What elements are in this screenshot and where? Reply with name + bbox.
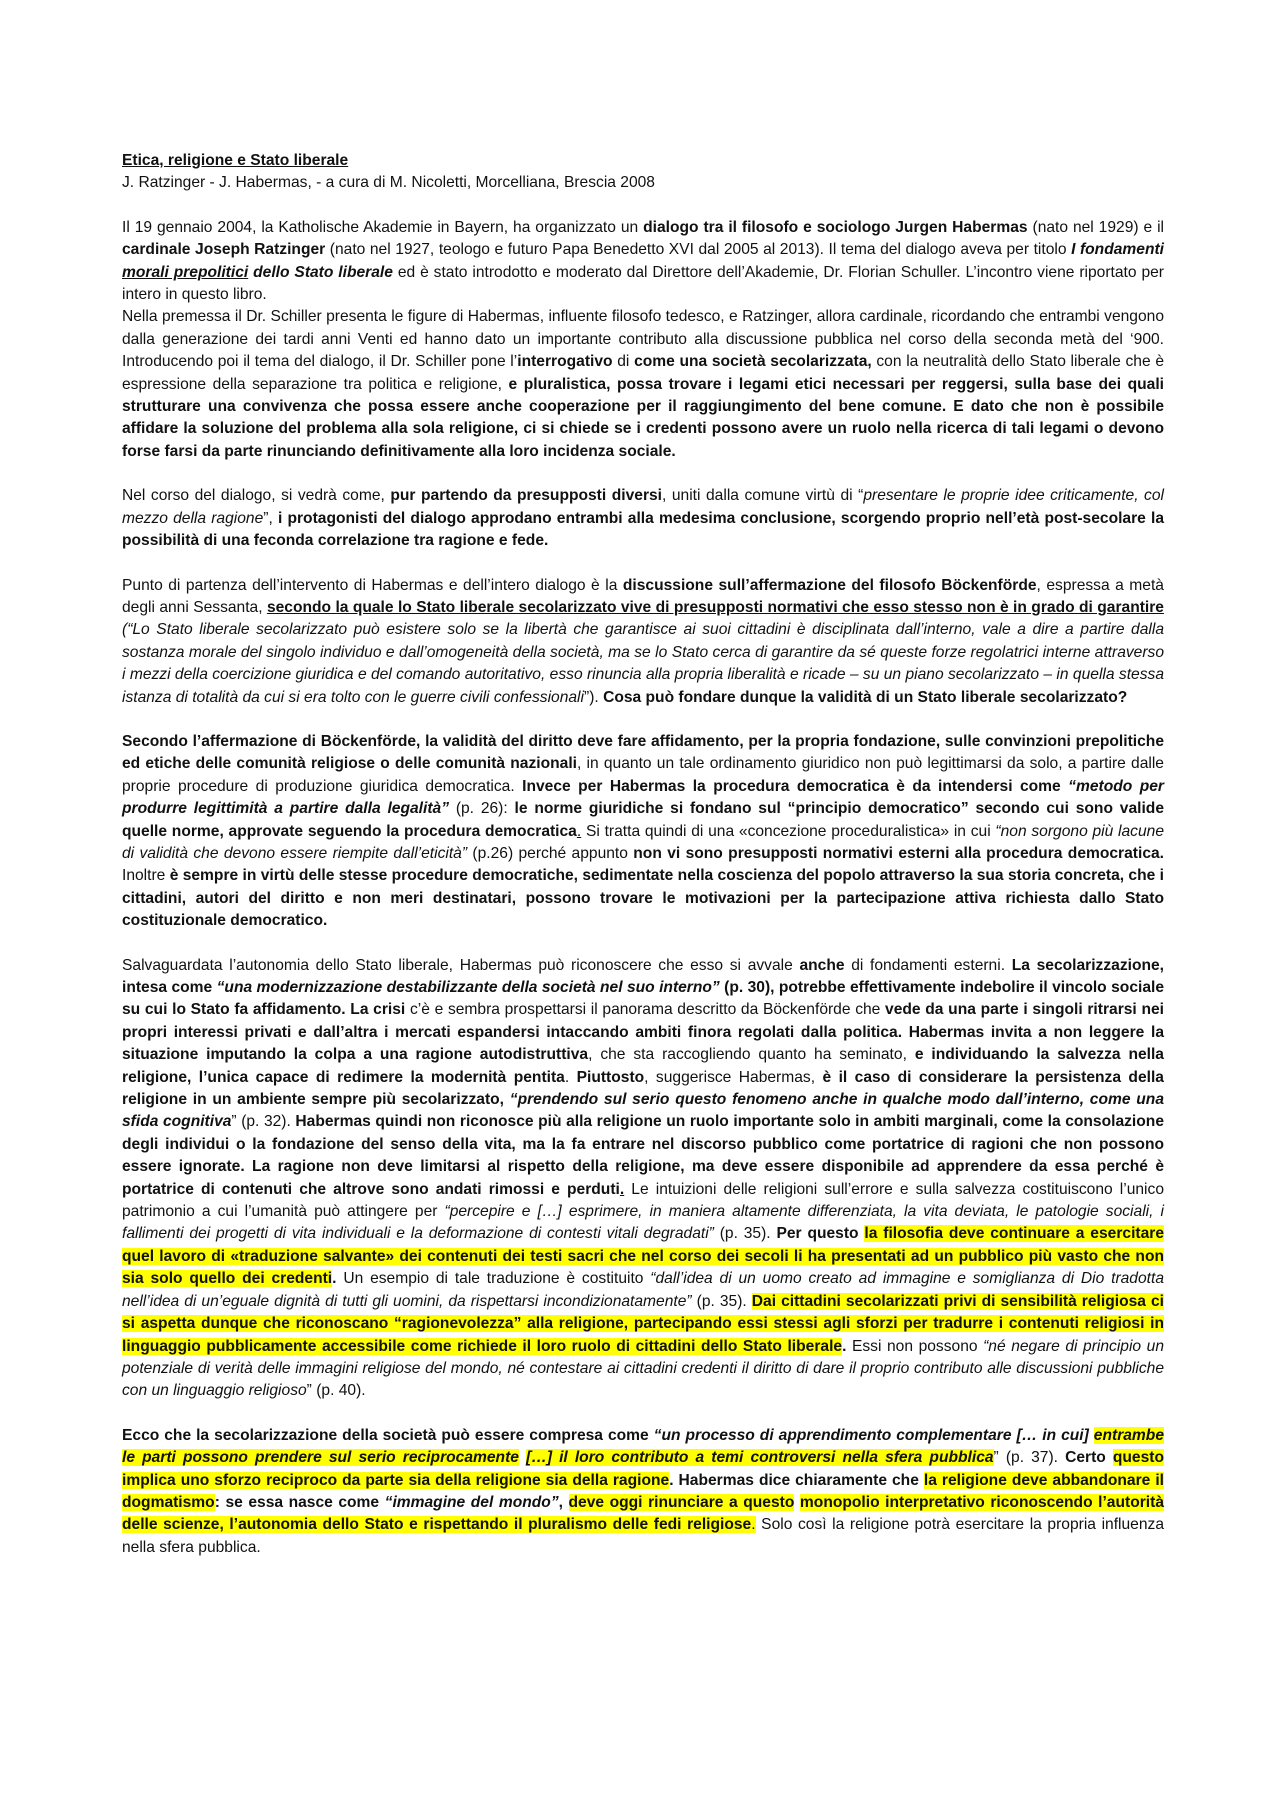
text-run: “una modernizzazione destabilizzante della società nel suo interno” bbox=[216, 979, 720, 996]
text-run: monopolio interpretativo riconoscendo l’autorità delle scienze, l’autonomia dello Stato e rispettando il pluralismo delle fedi religiose bbox=[122, 1493, 1164, 1534]
text-run: Essi non possono bbox=[846, 1337, 984, 1355]
paragraph bbox=[122, 485, 1164, 552]
text-run: Nel corso del dialogo, si vedrà come, bbox=[122, 487, 391, 505]
text-run: (p. 26): bbox=[449, 800, 515, 818]
text-run: Cosa può fondare dunque la validità di un Stato liberale secolarizzato? bbox=[603, 688, 1128, 706]
text-run: Punto di partenza dell’intervento di Habermas e dell’intero dialogo è la bbox=[122, 576, 623, 594]
text-run: non vi sono presupposti normativi esterni alla procedura democratica. bbox=[633, 844, 1164, 862]
text-run: . bbox=[619, 1180, 625, 1198]
text-run: ” (p. 40). bbox=[306, 1382, 366, 1400]
text-run: (p. 30), potrebbe effettivamente indebolire il vincolo sociale su cui lo Stato fa affidamento. bbox=[122, 979, 1164, 1019]
text-run: , che sta raccogliendo quanto ha seminato, bbox=[588, 1046, 915, 1064]
paragraph bbox=[122, 217, 1164, 307]
text-run: La secolarizzazione, intesa come bbox=[122, 956, 1165, 996]
document-title: Etica, religione e Stato liberale bbox=[122, 152, 349, 169]
text-run: (“Lo Stato liberale secolarizzato può esistere solo se la libertà che garantisce ai suoi cittadini è disciplinata dall’interno, vale a dire a partire dalla sostanza morale del singolo individuo e dall’omogeneità della società, ma se lo Stato cerca di garantire da sé queste forze regolatrici interne attraverso i mezzi della coercizione giuridica e del comando autoritativo, esso rinuncia alla propria liberalità e ricade – su un piano secolarizzato – in quella stessa istanza di totalità da cui si era tolto con le guerre civili confessionali bbox=[122, 621, 1164, 706]
text-run: Nella premessa il Dr. Schiller presenta le figure di Habermas, influente filosofo tedesco, e Ratzinger, allora cardinale, ricordando che entrambi vengono dalla generazione dei tardi anni Venti ed hanno dato un importante contributo alla discussione pubblica nel corso della seconda metà del ‘900. Introducendo poi il tema del dialogo, il Dr. Schiller pone l’ bbox=[122, 308, 1164, 371]
text-run: i protagonisti del dialogo approdano entrambi alla medesima conclusione, scorgendo proprio nell’età post-secolare la possibilità di una feconda correlazione tra ragione e fede. bbox=[122, 509, 1165, 550]
text-run: (p. 35). bbox=[713, 1225, 777, 1243]
text-run: Si tratta quindi di una «concezione proceduralistica» in cui bbox=[581, 822, 996, 840]
text-run: deve oggi rinunciare a questo bbox=[568, 1493, 795, 1511]
text-run: dello Stato liberale bbox=[248, 263, 393, 281]
text-run: come una società secolarizzata, bbox=[634, 353, 872, 371]
text-run: Salvaguardata l’autonomia dello Stato liberale, Habermas può riconoscere che esso si avvale bbox=[122, 956, 800, 974]
text-run: è sempre in virtù delle stesse procedure democratiche, sedimentate nella coscienza del popolo attraverso la sua storia concreta, che i cittadini, autori del diritto e non meri destinatari, possono trovare le motivazioni per la partecipazione attiva richiesta dallo Stato costituzionale democratico. bbox=[122, 867, 1164, 930]
text-run: secondo la quale lo Stato liberale secolarizzato vive di presupposti normativi che esso stesso non è in grado di garantire bbox=[266, 598, 1164, 616]
text-run: Certo bbox=[1065, 1449, 1113, 1467]
text-run: dialogo tra il filosofo e sociologo Jurgen Habermas bbox=[643, 218, 1028, 236]
text-run: ed è stato introdotto e moderato dal Direttore dell’Akademie, Dr. Florian Schuller. L’incontro viene riportato per intero in questo libro. bbox=[122, 263, 1164, 304]
text-run: , suggerisce Habermas, bbox=[644, 1068, 823, 1086]
text-run: discussione sull’affermazione del filosofo Böckenförde bbox=[622, 576, 1037, 594]
text-run: , in quanto un tale ordinamento giuridico non può legittimarsi da solo, a partire dalle proprie procedure di produzione giuridica democratica. bbox=[122, 755, 1164, 795]
text-run: . bbox=[576, 822, 582, 840]
text-run: , bbox=[558, 1493, 569, 1511]
text-run: pur partendo da presupposti diversi bbox=[390, 487, 663, 505]
text-run: Piuttosto bbox=[576, 1068, 645, 1086]
text-run: è il caso di considerare la persistenza della religione in un ambiente sempre più secolarizzato, bbox=[122, 1068, 1164, 1109]
text-run: Invece per Habermas la procedura democratica è da intendersi come bbox=[522, 777, 1069, 795]
text-run: , espressa a metà degli anni Sessanta, bbox=[122, 576, 1164, 616]
text-run: ” (p. 37). bbox=[993, 1449, 1066, 1467]
text-run: […] il loro contributo a temi controversi nella sfera pubblica bbox=[526, 1449, 994, 1467]
text-run: (nato nel 1929) e il bbox=[1027, 218, 1165, 236]
text-run: . bbox=[669, 1471, 674, 1489]
text-run: , uniti dalla comune virtù di “ bbox=[662, 487, 864, 505]
text-run bbox=[519, 1449, 526, 1466]
text-run: entrambe le parti possono prendere sul serio reciprocamente bbox=[122, 1426, 1164, 1467]
text-run: “un processo di apprendimento complementare [… in cui] bbox=[653, 1426, 1094, 1444]
paragraph bbox=[122, 1425, 1164, 1559]
text-run: interrogativo bbox=[517, 353, 613, 371]
text-run: (p.26) perché appunto bbox=[467, 844, 634, 862]
text-run: . bbox=[332, 1270, 337, 1288]
text-run: “percepire e […] esprimere, in maniera altamente differenziata, la vita deviata, le patologie sociali, i fallimenti dei progetti di vita individuali e la deformazione di contesti vitali degradati” bbox=[122, 1203, 1164, 1243]
text-run: (p. 35). bbox=[691, 1292, 752, 1310]
text-run: di bbox=[612, 353, 635, 371]
text-run: (nato nel 1927, teologo e futuro Papa Benedetto XVI dal 2005 al 2013). Il tema del dialogo aveva per titolo bbox=[325, 241, 1072, 259]
paragraph bbox=[122, 731, 1164, 933]
text-run: la religione deve abbandonare il dogmatismo bbox=[122, 1471, 1164, 1511]
text-run: cardinale Joseph Ratzinger bbox=[122, 241, 326, 259]
text-run: “prendendo sul serio questo fenomeno anche in qualche modo dall’interno, come una sfida cognitiva bbox=[122, 1091, 1165, 1131]
paragraph bbox=[122, 306, 1164, 463]
text-run: Le intuizioni delle religioni sull’errore e sulla salvezza costituiscono l’unico patrimonio a cui l’umanità può attingere per bbox=[122, 1180, 1164, 1221]
text-run: Habermas dice chiaramente che bbox=[678, 1471, 924, 1489]
text-run: c’è e sembra prospettarsi il panorama descritto da Böckenförde che bbox=[405, 1001, 886, 1019]
text-run: ”). bbox=[584, 688, 604, 706]
text-run: morali prepolitici bbox=[122, 263, 249, 281]
document-body bbox=[122, 217, 1164, 1559]
text-run: La crisi bbox=[350, 1001, 406, 1019]
text-run: “immagine del mondo” bbox=[384, 1493, 559, 1511]
text-run: . bbox=[564, 1068, 577, 1086]
text-run: Secondo l’affermazione di Böckenförde, la validità del diritto deve fare affidamento, per la propria fondazione, sulle convinzioni prepolitiche ed etiche delle comunità religiose o delle comunità nazionali bbox=[122, 732, 1164, 773]
text-run: Il 19 gennaio 2004, la Katholische Akademie in Bayern, ha organizzato un bbox=[122, 218, 644, 236]
text-run: I fondamenti bbox=[1071, 241, 1164, 259]
text-run: Dai cittadini secolarizzati privi di sensibilità religiosa ci si aspetta dunque che riconoscano “ragionevolezza” alla religione, partecipando essi stessi agli sforzi per tradurre i contenuti religiosi in linguaggio pubblicamente accessibile come richiede il loro ruolo di cittadini dello Stato liberale bbox=[122, 1292, 1164, 1355]
text-run bbox=[902, 1024, 909, 1041]
text-run: ”, bbox=[263, 509, 278, 527]
text-run: ” (p. 32). bbox=[231, 1113, 296, 1131]
text-run: Ecco che la secolarizzazione della società può essere compresa come bbox=[122, 1426, 654, 1444]
text-run: la filosofia deve continuare a esercitare quel lavoro di «traduzione salvante» dei contenuti dei testi sacri che nel corso dei secoli li ha presentati ad un pubblico più vasto che non sia solo quello dei credenti bbox=[122, 1225, 1165, 1288]
text-run: con la neutralità dello Stato liberale che è espressione della separazione tra politica e religione, bbox=[122, 353, 1164, 393]
paragraph bbox=[122, 575, 1164, 709]
document-subtitle: J. Ratzinger - J. Habermas, - a cura di M. Nicoletti, Morcelliana, Brescia 2008 bbox=[122, 174, 655, 192]
text-run: “non sorgono più lacune di validità che devono essere riempite dall’eticità” bbox=[122, 822, 1164, 862]
text-run: Solo così la religione potrà esercitare la propria influenza nella sfera pubblica. bbox=[122, 1516, 1164, 1556]
text-run: e pluralistica, possa trovare i legami etici necessari per reggersi, sulla base dei quali strutturare una convivenza che possa essere anche cooperazione per il raggiungimento del bene comune. E dato che non è possibile affidare la soluzione del problema alla sola religione, ci si chiede se i credenti possono avere un ruolo nella ricerca di tali legami o devono forse farsi da parte rinunciando definitivamente alla loro incidenza sociale. bbox=[122, 375, 1164, 460]
text-run: anche bbox=[799, 956, 845, 974]
paragraph bbox=[122, 955, 1164, 1403]
text-run: e individuando la salvezza nella religione, l’unica capace di redimere la modernità pentita bbox=[122, 1046, 1164, 1086]
text-run: vede da una parte i singoli ritrarsi nei propri interessi privati e dall’altra i mercati espandersi intaccando ambiti finora regolati dalla politica. bbox=[122, 1001, 1164, 1041]
text-run: . bbox=[842, 1337, 847, 1355]
text-run: “metodo per produrre legittimità a partire dalla legalità” bbox=[122, 777, 1164, 818]
text-run: . bbox=[751, 1516, 756, 1534]
text-run: le norme giuridiche si fondano sul “principio democratico” secondo cui sono valide quelle norme, approvate seguendo la procedura democratica bbox=[122, 800, 1164, 840]
text-run: Habermas invita a non leggere la situazione imputando la colpa a una ragione autodistruttiva bbox=[122, 1023, 1164, 1064]
text-run: “né negare di principio un potenziale di verità delle immagini religiose del mondo, né contestare ai cittadini credenti il diritto di dare il proprio contributo alle discussioni pubbliche con un linguaggio religioso bbox=[122, 1337, 1165, 1400]
text-run: Inoltre bbox=[122, 867, 170, 885]
text-run: Habermas quindi non riconosce più alla religione un ruolo importante solo in ambiti marginali, come la consolazione degli individui o la fondazione del senso della vita, ma la fa entrare nel discorso pubblico come portatrice di ragioni che non possono essere ignorate. La ragione non deve limitarsi al rispetto della religione, ma deve essere disponibile ad apprendere da essa perché è portatrice di contenuti che altrove sono andati rimossi e perduti bbox=[122, 1113, 1164, 1198]
text-run: Per questo bbox=[776, 1225, 865, 1243]
text-run: : se essa nasce come bbox=[214, 1493, 385, 1511]
text-run: di fondamenti esterni. bbox=[844, 956, 1012, 974]
text-run: questo implica uno sforzo reciproco da parte sia della religione sia della ragione bbox=[122, 1449, 1164, 1489]
text-run: presentare le proprie idee criticamente, col mezzo della ragione bbox=[122, 487, 1164, 527]
text-run: Un esempio di tale traduzione è costituito bbox=[336, 1270, 651, 1288]
text-run: “dall’idea di un uomo creato ad immagine e somiglianza di Dio tradotta nell’idea di un’eguale dignità di tutti gli uomini, da rispettarsi incondizionatamente” bbox=[122, 1270, 1164, 1310]
